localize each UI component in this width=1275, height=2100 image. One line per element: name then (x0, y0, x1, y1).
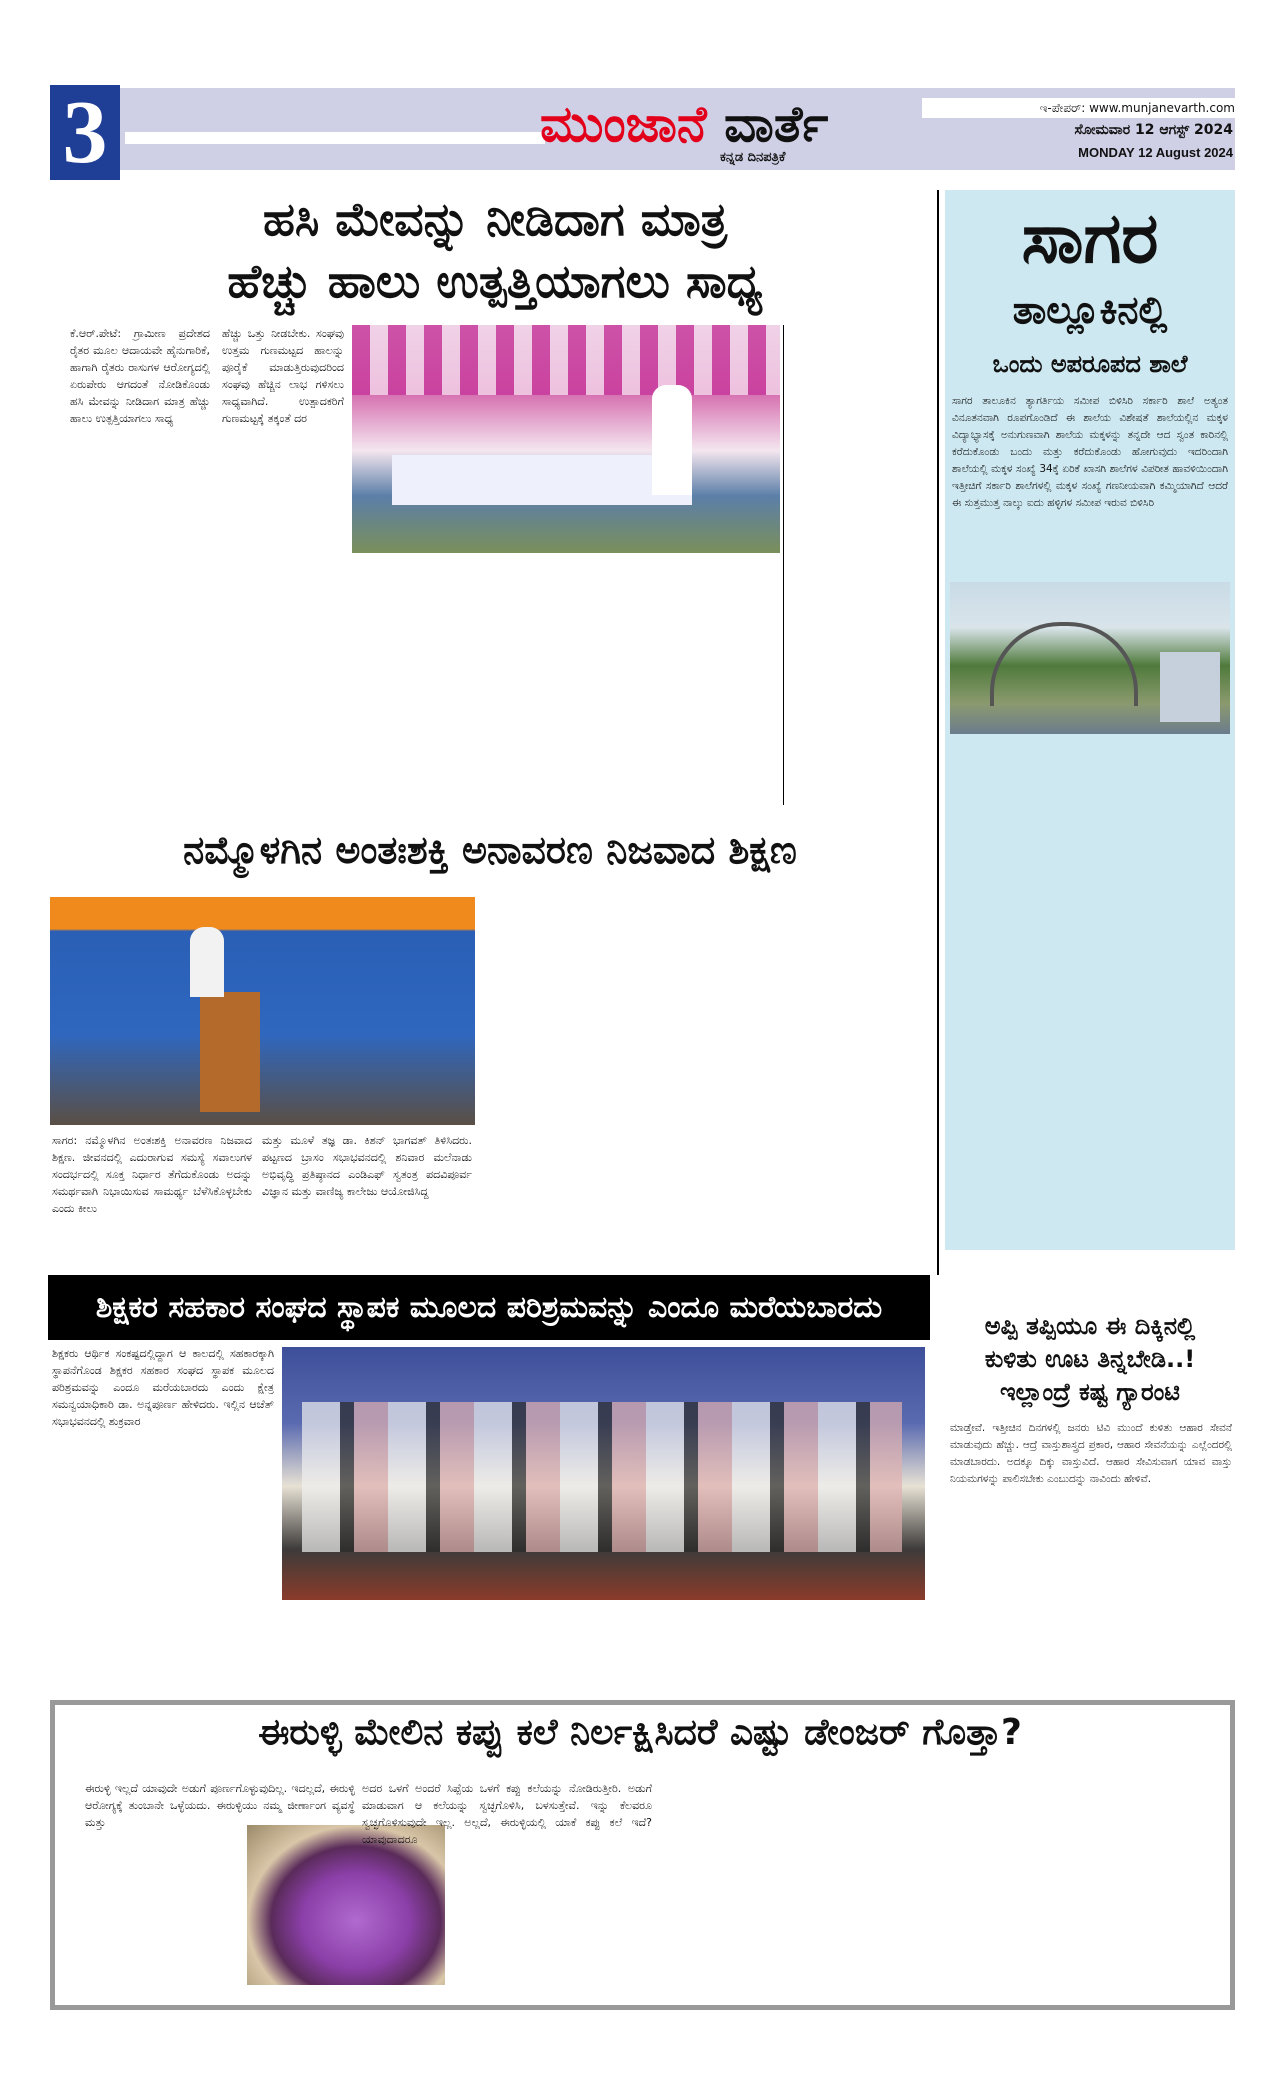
headline-line: ಕುಳಿತು ಊಟ ತಿನ್ನಬೇಡಿ..! (984, 1345, 1196, 1373)
photo-building (1160, 652, 1220, 722)
sidebar-subtitle: ತಾಲ್ಲೂಕಿನಲ್ಲಿ (1012, 288, 1168, 332)
article3-group-photo (282, 1347, 925, 1600)
sidebar-body: ಸಾಗರ ತಾಲೂಕಿನ ತ್ಯಾಗರ್ತಿಯ ಸಮೀಪ ಬಿಳಿಸಿರಿ ಸರ್ಕಾರಿ ಶಾಲೆ ಅತ್ಯಂತ ವಿನೂತನವಾಗಿ ರೂಪಗೊಂಡಿದೆ ಈ ಶಾಲೆಯ ವಿಶೇಷತೆ ಶಾಲೆಯಲ್ಲಿನ ಮಕ್ಕಳ ವಿದ್ಯಾಭ್ಯಾಸಕ್ಕೆ ಅನುಗುಣವಾಗಿ ಶಾಲೆಯ ಮಕ್ಕಳನ್ನು ತನ್ನದೇ ಆದ ಸ್ವಂತ ಕಾರಿನಲ್ಲಿ ಕರೆದುಕೊಂಡು ಬಂದು ಮತ್ತು ಕರೆದುಕೊಂಡು ಹೋಗುವುದು ಇದರಿಂದಾಗಿ ಶಾಲೆಯಲ್ಲಿ ಮಕ್ಕಳ ಸಂಖ್ಯೆ 34ಕ್ಕೆ ಏರಿಕೆ ಖಾಸಗಿ ಶಾಲೆಗಳ ವಿಪರೀತ ಹಾವಳಿಯಿಂದಾಗಿ ಇತ್ತೀಚಿಗೆ ಸರ್ಕಾರಿ ಶಾಲೆಗಳಲ್ಲಿ ಮಕ್ಕಳ ಸಂಖ್ಯೆ ಗಣನೀಯವಾಗಿ ಕಮ್ಮಿಯಾಗಿದೆ ಆದರೆ ಈ ಸುತ್ತಮುತ್ತ ನಾಲ್ಕು ಐದು ಹಳ್ಳಿಗಳ ಸಮೀಪ ಇರುವ ಬಿಳಿಸಿರಿ (952, 395, 1228, 509)
article2-column: ಮತ್ತು ಮೂಳೆ ತಜ್ಞ ಡಾ. ಕಿಶನ್ ಭಾಗವತ್ ತಿಳಿಸಿದರು. ಪಟ್ಟಣದ ಬ್ರಾಸಂ ಸಭಾಭವನದಲ್ಲಿ ಶನಿವಾರ ಮಲೆನಾಡು ಅಭಿವೃದ್ಧಿ ಪ್ರತಿಷ್ಠಾನದ ಎಂಡಿಎಫ್ ಸ್ವತಂತ್ರ ಪದವಿಪೂರ್ವ ವಿಜ್ಞಾನ ಮತ್ತು ವಾಣಿಜ್ಯ ಕಾಲೇಜು ಆಯೋಜಿಸಿದ್ದ (262, 1134, 472, 1198)
article5-column: ಈರುಳ್ಳಿ ಇಲ್ಲದೆ ಯಾವುದೇ ಅಡುಗೆ ಪೂರ್ಣಗೊಳ್ಳುವುದಿಲ್ಲ. ಇದಲ್ಲದೆ, ಈರುಳ್ಳಿ ಆರೋಗ್ಯಕ್ಕೆ ತುಂಬಾನೇ ಒಳ್ಳೆಯದು. ಈರುಳ್ಳಿಯು ನಮ್ಮ ಜೀರ್ಣಾಂಗ ವ್ಯವಸ್ಥೆ ಮತ್ತು (85, 1782, 355, 1829)
sidebar-kicker: ಒಂದು ಅಪರೂಪದ ಶಾಲೆ (992, 350, 1188, 378)
logo-black-word: ವಾರ್ತೆ (724, 95, 829, 153)
headline-line: ಹೆಚ್ಚು ಹಾಲು ಉತ್ಪತ್ತಿಯಾಗಲು ಸಾಧ್ಯ (227, 254, 763, 308)
article5-column: ಅದರ ಒಳಗೆ ಅಂದರೆ ಸಿಪ್ಪೆಯ ಒಳಗೆ ಕಪ್ಪು ಕಲೆಯನ್ನು ನೋಡಿರುತ್ತೀರಿ. ಅಡುಗೆ ಮಾಡುವಾಗ ಆ ಕಲೆಯನ್ನು ಸ್ವಚ್ಛಗೊಳಿಸಿ, ಬಳಸುತ್ತೇವೆ. ಇನ್ನು ಕೆಲವರೂ ಸ್ವಚ್ಛಗೊಳಿಸುವುದೇ ಇಲ್ಲ. ಅಲ್ಲದೆ, ಈರುಳ್ಳಿಯಲ್ಲಿ ಯಾಕೆ ಕಪ್ಪು ಕಲೆ ಇದೆ? ಯಾವುದಾದರೂ (362, 1782, 652, 1846)
article3-column: ಶಿಕ್ಷಕರು ಆರ್ಥಿಕ ಸಂಕಷ್ಟದಲ್ಲಿದ್ದಾಗ ಆ ಕಾಲದಲ್ಲಿ ಸಹಕಾರಕ್ಕಾಗಿ ಸ್ಥಾಪನೆಗೊಂಡ ಶಿಕ್ಷಕರ ಸಹಕಾರ ಸಂಘದ ಸ್ಥಾಪಕ ಮೂಲದ ಪರಿಶ್ರಮವನ್ನು ಎಂದೂ ಮರೆಯಬಾರದು ಎಂದು ಕ್ಷೇತ್ರ ಸಮನ್ವಯಾಧಿಕಾರಿ ಡಾ. ಅನ್ನಪೂರ್ಣ ಹೇಳಿದರು. ಇಲ್ಲಿನ ಆಚೆತ್ ಸಭಾಭವನದಲ್ಲಿ ಶುಕ್ರವಾರ (52, 1347, 274, 1428)
article5-onion-photo (247, 1825, 445, 1985)
headline-line: ಅಪ್ಪಿ ತಪ್ಪಿಯೂ ಈ ದಿಕ್ಕಿನಲ್ಲಿ (984, 1312, 1196, 1340)
sidebar-title: ಸಾಗರ (1021, 197, 1159, 279)
photo-podium (200, 992, 260, 1112)
photo-arch (990, 622, 1138, 706)
article1-column: ಕೆ.ಆರ್.ಪೇಟೆ: ಗ್ರಾಮೀಣ ಪ್ರದೇಶದ ರೈತರ ಮೂಲ ಆದಾಯವೇ ಹೈನುಗಾರಿಕೆ, ಹಾಗಾಗಿ ರೈತರು ರಾಸುಗಳ ಆರೋಗ್ಯದಲ್ಲಿ ಏರುಪೇರು ಆಗದಂತೆ ನೋಡಿಕೊಂಡು ಹಸಿ ಮೇವನ್ನು ನೀಡಿದಾಗ ಮಾತ್ರ ಹೆಚ್ಚು ಹಾಲು ಉತ್ಪತ್ತಿಯಾಗಲು ಸಾಧ್ಯ (70, 327, 210, 425)
article2-headline: ನಮ್ಮೊಳಗಿನ ಅಂತಃಶಕ್ತಿ ಅನಾವರಣ ನಿಜವಾದ ಶಿಕ್ಷಣ (183, 828, 797, 872)
photo-person (652, 385, 692, 495)
column-rule (783, 325, 784, 805)
article1-photo (352, 325, 780, 553)
headline-line: ಹಸಿ ಮೇವನ್ನು ನೀಡಿದಾಗ ಮಾತ್ರ (262, 192, 728, 246)
epaper-link[interactable]: ಇ-ಪೇಪರ್: www.munjanevarth.com (922, 98, 1235, 118)
date-kannada: ಸೋಮವಾರ 12 ಆಗಸ್ಟ್ 2024 (1074, 122, 1233, 138)
page-number: 3 (50, 85, 120, 180)
photo-backdrop-drapes (352, 325, 780, 395)
article3-headline: ಶಿಕ್ಷಕರ ಸಹಕಾರ ಸಂಘದ ಸ್ಥಾಪಕ ಮೂಲದ ಪರಿಶ್ರಮವನ್ನು ಎಂದೂ ಮರೆಯಬಾರದು (48, 1275, 930, 1340)
column-rule (937, 190, 939, 1275)
logo-red-word: ಮುಂಜಾನೆ (540, 95, 707, 153)
date-english: MONDAY 12 August 2024 (1078, 145, 1233, 160)
article4-body: ಮಾಡ್ತೇವೆ. ಇತ್ತೀಚಿನ ದಿನಗಳಲ್ಲಿ ಜನರು ಟಿವಿ ಮುಂದೆ ಕುಳಿತು ಆಹಾರ ಸೇವನೆ ಮಾಡುವುದು ಹೆಚ್ಚು. ಆದ್ರೆ ವಾಸ್ತುಶಾಸ್ತ್ರದ ಪ್ರಕಾರ, ಆಹಾರ ಸೇವನೆಯನ್ನು ಎಲ್ಲೆಂದರಲ್ಲಿ ಮಾಡಬಾರದು. ಅದಕ್ಕೂ ದಿಕ್ಕು ವಾಸ್ತುವಿದೆ. ಆಹಾರ ಸೇವಿಸುವಾಗ ಯಾವ ವಾಸ್ತು ನಿಯಮಗಳನ್ನು ಪಾಲಿಸಬೇಕು ಎಂಬುದನ್ನು ನಾವಿಂದು ಹೇಳಿವೆ. (950, 1422, 1232, 1485)
tagline: ಕನ್ನಡ ದಿನಪತ್ರಿಕೆ (720, 150, 786, 165)
article1-column: ಹೆಚ್ಚು ಒತ್ತು ನೀಡಬೇಕು. ಸಂಘವು ಉತ್ತಮ ಗುಣಮಟ್ಟದ ಹಾಲನ್ನು ಪೂರೈಕೆ ಮಾಡುತ್ತಿರುವುದರಿಂದ ಸಂಘವು ಹೆಚ್ಚಿನ ಲಾಭ ಗಳಿಸಲು ಸಾಧ್ಯವಾಗಿದೆ. ಉತ್ಪಾದಕರಿಗೆ ಗುಣಮಟ್ಟಕ್ಕೆ ತಕ್ಕಂತೆ ದರ (222, 327, 344, 425)
sidebar-school-photo (950, 582, 1230, 734)
newspaper-logo (540, 95, 828, 154)
article2-column: ಸಾಗರ: ನಮ್ಮೊಳಗಿನ ಅಂತಃಶಕ್ತಿ ಅನಾವರಣ ನಿಜವಾದ ಶಿಕ್ಷಣ. ಜೀವನದಲ್ಲಿ ಎದುರಾಗುವ ಸಮಸ್ಯೆ ಸವಾಲುಗಳ ಸಂದರ್ಭದಲ್ಲಿ ಸೂಕ್ತ ನಿರ್ಧಾರ ತೆಗೆದುಕೊಂಡು ಅದನ್ನು ಸಮರ್ಥವಾಗಿ ನಿಭಾಯಿಸುವ ಸಾಮರ್ಥ್ಯ ಬೆಳೆಸಿಕೊಳ್ಳಬೇಕು ಎಂದು ಕೀಲು (52, 1134, 252, 1215)
photo-speaker (190, 927, 224, 997)
article4-headline (945, 1310, 1235, 1409)
photo-group-people (302, 1402, 902, 1552)
headline-line: ಇಲ್ಲಾಂದ್ರೆ ಕಷ್ಟ ಗ್ಯಾರಂಟಿ (1000, 1378, 1180, 1406)
photo-table (392, 455, 692, 505)
article5-headline: ಈರುಳ್ಳಿ ಮೇಲಿನ ಕಪ್ಪು ಕಲೆ ನಿರ್ಲಕ್ಷಿಸಿದರೆ ಎಷ್ಟು ಡೇಂಜರ್ ಗೊತ್ತಾ? (258, 1712, 1022, 1753)
article2-photo (50, 897, 475, 1125)
masthead-rule (125, 132, 545, 144)
article1-headline (60, 188, 930, 312)
